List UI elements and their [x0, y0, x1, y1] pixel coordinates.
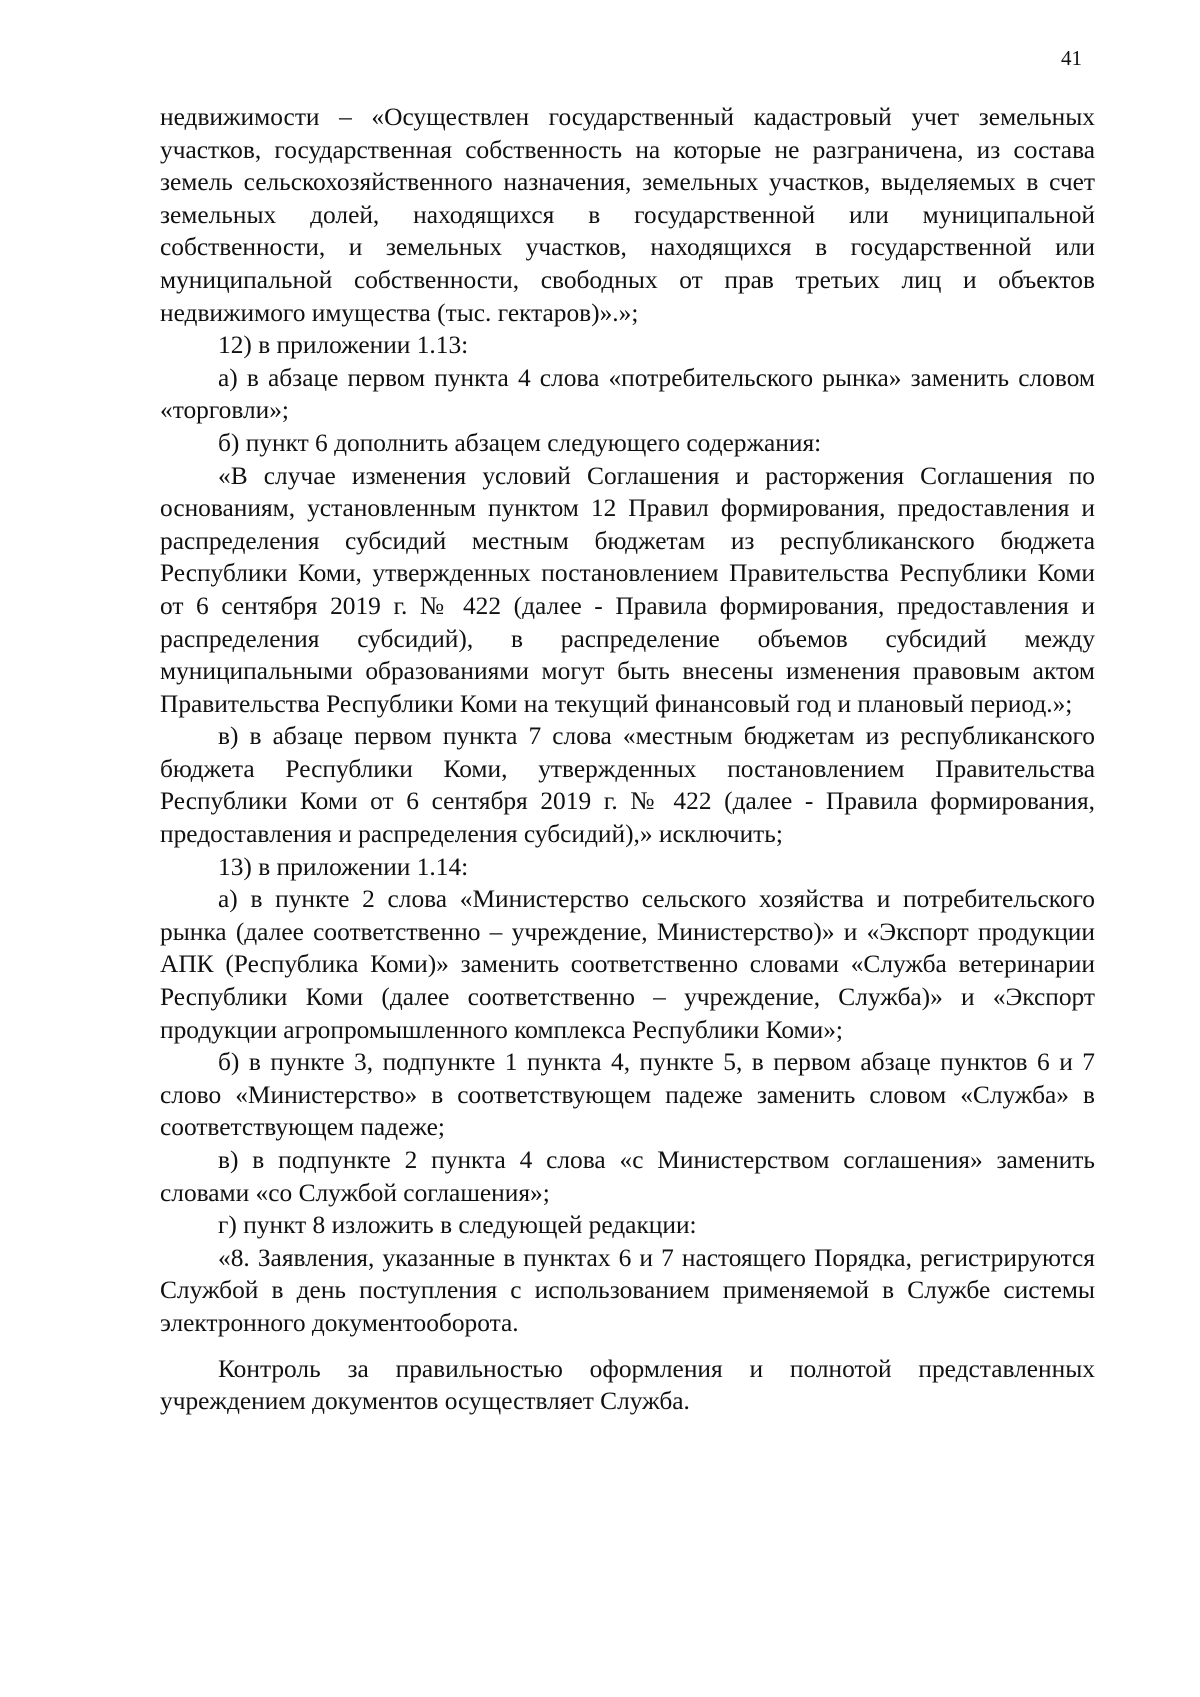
paragraph: недвижимости – «Осуществлен государственный кадастровый учет земельных участков, государственная собственность на которые не разграничена, из состава земель сельскохозяйственного назначения, земельных участков, выделяемых в счет земельных долей, находящихся в государственной или муниципальной собственности, и земельных участков, находящихся в государственной или муниципальной собственности, свободных от прав третьих лиц и объектов недвижимого имущества (тыс. гектаров)».»; — [160, 103, 1095, 327]
paragraph: б) в пункте 3, подпункте 1 пункта 4, пункте 5, в первом абзаце пунктов 6 и 7 слово «Министерство» в соответствующем падеже заменить словом «Служба» в соответствующем падеже; — [160, 1048, 1095, 1142]
paragraph: «8. Заявления, указанные в пунктах 6 и 7 настоящего Порядка, регистрируются Службой в день поступления с использованием применяемой в Службе системы электронного документооборота. — [160, 1243, 1095, 1337]
paragraph: а) в пункте 2 слова «Министерство сельского хозяйства и потребительского рынка (далее соответственно – учреждение, Министерство)» и «Экспорт продукции АПК (Республика Коми)» заменить соответственно словами «Служба ветеринарии Республики Коми (далее соответственно – учреждение, Служба)» и «Экспорт продукции агропромышленного комплекса Республики Коми»; — [160, 885, 1095, 1044]
paragraph: в) в подпункте 2 пункта 4 слова «с Министерством соглашения» заменить словами «со Службой соглашения»; — [160, 1146, 1095, 1207]
paragraph: «В случае изменения условий Соглашения и расторжения Соглашения по основаниям, установленным пунктом 12 Правил формирования, предоставления и распределения субсидий местным бюджетам из республиканского бюджета Республики Коми, утвержденных постановлением Правительства Республики Коми от 6 сентября 2019 г. № 422 (далее - Правила формирования, предоставления и распределения субсидий), в распределение объемов субсидий между муниципальными образованиями могут быть внесены изменения правовым актом Правительства Республики Коми на текущий финансовый год и плановый период.»; — [160, 461, 1095, 718]
paragraph: а) в абзаце первом пункта 4 слова «потребительского рынка» заменить словом «торговли»; — [160, 363, 1095, 425]
paragraph: 13) в приложении 1.14: — [218, 852, 469, 881]
page-number: 41 — [1061, 46, 1082, 70]
paragraph: в) в абзаце первом пункта 7 слова «местным бюджетам из республиканского бюджета Республики Коми, утвержденных постановлением Правительства Республики Коми от 6 сентября 2019 г. № 422 (далее - Правила формирования, предоставления и распределения субсидий),» исключить; — [160, 722, 1095, 849]
paragraph: Контроль за правильностью оформления и полнотой представленных учреждением документов осуществляет Служба. — [160, 1354, 1095, 1416]
document-body — [160, 101, 1095, 1418]
paragraph: 12) в приложении 1.13: — [218, 331, 469, 360]
paragraph: г) пункт 8 изложить в следующей редакции: — [218, 1211, 697, 1240]
paragraph: б) пункт 6 дополнить абзацем следующего содержания: — [218, 428, 822, 457]
